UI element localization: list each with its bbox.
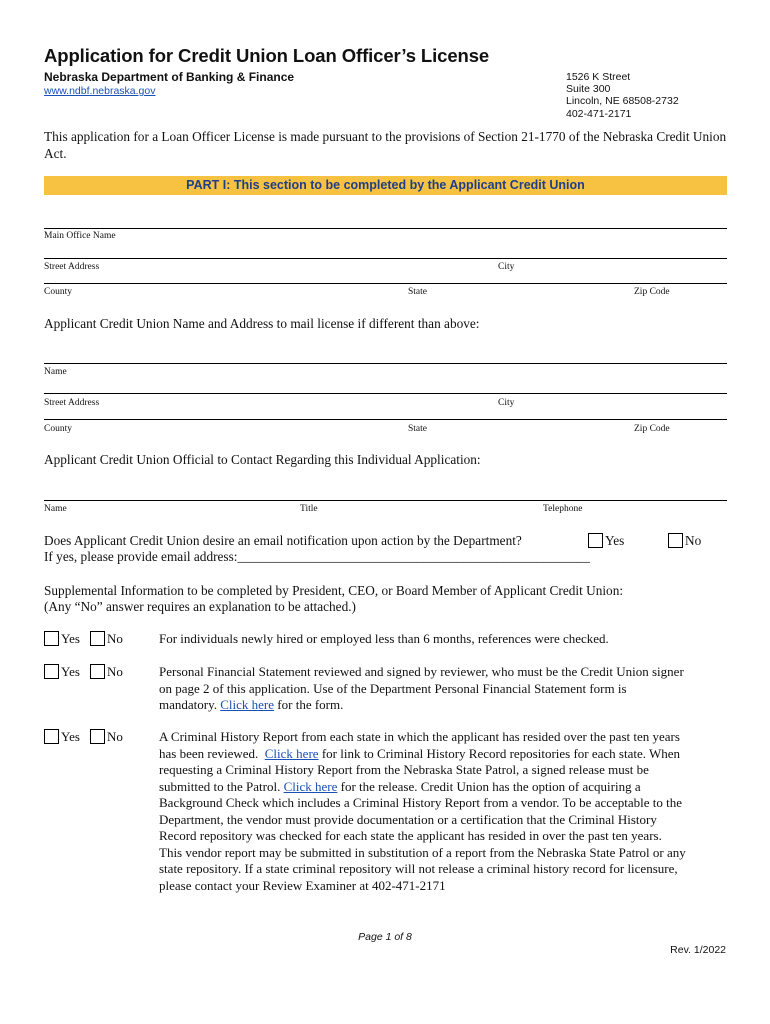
release-form-link[interactable]: Click here (283, 778, 338, 794)
item3-line: state repository. If a state criminal repository will not release a criminal history record for licensure, (159, 861, 678, 876)
item3-line: please contact your Review Examiner at 402-471-2171 (159, 877, 446, 893)
email-question: Does Applicant Credit Union desire an email notification upon action by the Department? (44, 533, 522, 548)
no-label: No (107, 729, 123, 744)
item3-line: Record repository was checked for each state the applicant has resided in over the past ten years. (159, 828, 662, 843)
part1-banner-text: PART I: This section to be completed by the Applicant Credit Union (186, 178, 585, 192)
main-office-name-label: Main Office Name (44, 231, 116, 241)
email-no-checkbox[interactable] (668, 533, 683, 548)
state-label: State (408, 287, 427, 297)
revision-date: Rev. 1/2022 (670, 944, 726, 956)
contact-title-label: Title (300, 504, 318, 514)
item2-line: on page 2 of this application. Use of the Department Personal Financial Statement form is (159, 680, 627, 696)
page-number: Page 1 of 8 (358, 931, 412, 943)
county-label: County (44, 287, 72, 297)
mailing-city-label: City (498, 398, 515, 408)
field-line (44, 419, 727, 420)
intro-text: This application for a Loan Officer License is made pursuant to the provisions of Section 21-1770 of the Nebraska Credit Union Act. (44, 129, 727, 161)
mailing-name-label: Name (44, 367, 67, 377)
no-label: No (685, 533, 702, 548)
no-label: No (107, 631, 123, 646)
item1-no-option[interactable] (90, 631, 123, 648)
item2-line: Personal Financial Statement reviewed and signed by reviewer, who must be the Credit Union signer (159, 664, 684, 679)
mailing-county-label: County (44, 424, 72, 434)
item2-yes-checkbox[interactable] (44, 664, 59, 679)
mailing-street-address-label: Street Address (44, 398, 100, 408)
contact-heading: Applicant Credit Union Official to Contact Regarding this Individual Application: (44, 452, 481, 467)
item3-line (159, 779, 734, 796)
item2-text (159, 664, 734, 714)
mailing-heading: Applicant Credit Union Name and Address to mail license if different than above: (44, 316, 480, 331)
item3-line-part: submitted to the Patrol. (159, 778, 284, 794)
department-address (566, 71, 679, 120)
item3-line-part: has been reviewed. (159, 745, 265, 761)
yes-label: Yes (605, 533, 625, 548)
item3-line-part: for link to Criminal History Record repositories for each state. When (318, 745, 681, 761)
item3-line: This vendor report may be submitted in substitution of a report from the Nebraska State Patrol or any (159, 844, 686, 860)
main-office-name-input[interactable] (44, 242, 727, 258)
item3-no-option[interactable] (90, 729, 123, 746)
email-no-option[interactable] (668, 533, 701, 550)
address-line: 1526 K Street (566, 71, 631, 83)
supplemental-heading: Supplemental Information to be completed by President, CEO, or Board Member of Applicant Credit Union: (44, 583, 624, 598)
criminal-history-repositories-link[interactable]: Click here (264, 745, 319, 761)
item3-line: A Criminal History Report from each state in which the applicant has resided over the past ten years (159, 729, 680, 744)
item1-text: For individuals newly hired or employed less than 6 months, references were checked. (159, 631, 609, 646)
item3-line: requesting a Criminal History Report from the Nebraska State Patrol, a signed release must be (159, 762, 649, 777)
contact-name-label: Name (44, 504, 67, 514)
supplemental-note: (Any “No” answer requires an explanation to be attached.) (44, 599, 356, 614)
mailing-zip-code-label: Zip Code (634, 424, 670, 434)
zip-code-label: Zip Code (634, 287, 670, 297)
no-label: No (107, 664, 123, 679)
item2-yes-option[interactable] (44, 664, 80, 681)
field-line (44, 363, 727, 364)
item3-line (159, 746, 734, 763)
field-line (44, 228, 727, 229)
street-address-label: Street Address (44, 262, 100, 272)
field-line (44, 393, 727, 394)
city-label: City (498, 262, 515, 272)
pfs-form-link[interactable]: Click here (220, 697, 275, 712)
item2-no-checkbox[interactable] (90, 664, 105, 679)
yes-label: Yes (61, 729, 80, 744)
address-line: 402-471-2171 (566, 107, 632, 120)
email-address-field[interactable]: If yes, please provide email address:_____________________________________________________ (44, 549, 590, 564)
item1-yes-checkbox[interactable] (44, 631, 59, 646)
address-line: Lincoln, NE 68508-2732 (566, 95, 679, 108)
yes-label: Yes (61, 631, 80, 646)
item1-no-checkbox[interactable] (90, 631, 105, 646)
item3-yes-option[interactable] (44, 729, 80, 746)
email-yes-checkbox[interactable] (588, 533, 603, 548)
item3-line: Department, the vendor must provide documentation or a certification that the Criminal History (159, 811, 657, 827)
item3-yes-checkbox[interactable] (44, 729, 59, 744)
field-line (44, 258, 727, 259)
item3-no-checkbox[interactable] (90, 729, 105, 744)
part1-banner (44, 176, 727, 195)
item1-yes-option[interactable] (44, 631, 80, 648)
item2-no-option[interactable] (90, 664, 123, 681)
item3-line-part: for the release. Credit Union has the option of acquiring a (337, 778, 641, 794)
form-title: Application for Credit Union Loan Officer’s License (44, 45, 490, 66)
department-name: Nebraska Department of Banking & Finance (44, 70, 295, 84)
contact-telephone-label: Telephone (543, 504, 583, 514)
field-line (44, 283, 727, 284)
item3-line: Background Check which includes a Criminal History Report from a vendor. To be acceptable to the (159, 795, 683, 810)
yes-label: Yes (61, 664, 80, 679)
item2-line-part: for the form. (274, 697, 344, 712)
field-line (44, 500, 727, 501)
item2-line (159, 697, 734, 714)
website-link[interactable]: www.ndbf.nebraska.gov (44, 85, 156, 97)
email-yes-option[interactable] (588, 533, 624, 550)
address-line: Suite 300 (566, 83, 611, 96)
mailing-state-label: State (408, 424, 427, 434)
item3-text (159, 729, 734, 894)
item2-line-part: mandatory. (159, 697, 221, 712)
